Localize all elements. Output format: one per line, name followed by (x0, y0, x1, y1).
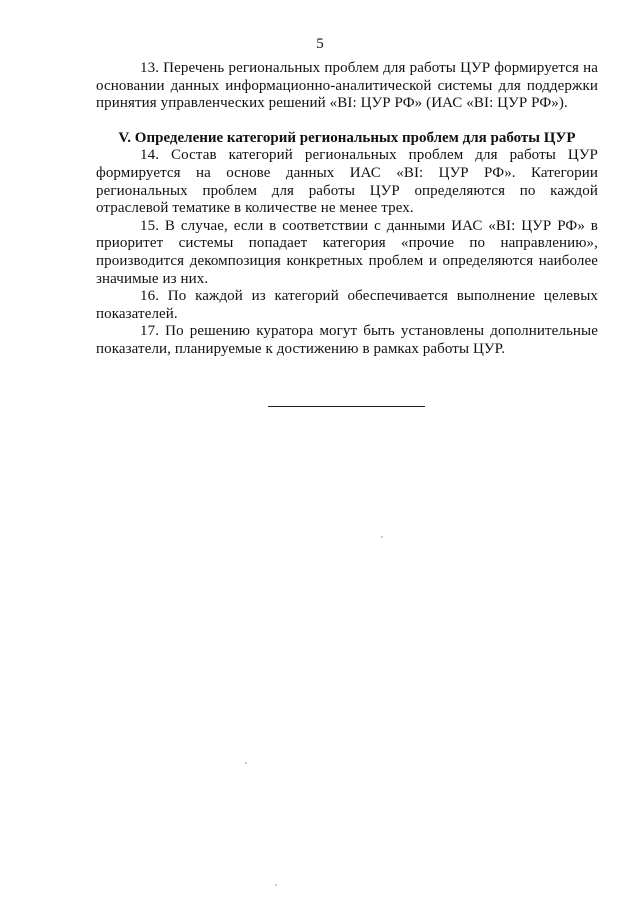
closing-divider-line (268, 406, 425, 407)
paragraph-17: 17. По решению куратора могут быть установлены дополнительные показатели, планируемые к достижению в рамках работы ЦУР. (96, 323, 598, 357)
paragraph-15: 15. В случае, если в соответствии с данными ИАС «BI: ЦУР РФ» в приоритет системы попадает категория «прочие по направлению», производится декомпозиция конкретных проблем и определяются наиболее значимые из них. (96, 217, 598, 287)
scan-speck (245, 762, 247, 764)
paragraph-14: 14. Состав категорий региональных проблем для работы ЦУР формируется на основе данных ИАС «BI: ЦУР РФ». Категории региональных проблем для работы ЦУР определяются по каждой отраслевой тематике в количестве не менее трех. (96, 147, 598, 217)
scan-speck (275, 884, 277, 886)
scan-speck (381, 536, 383, 538)
paragraph-16: 16. По каждой из категорий обеспечивается выполнение целевых показателей. (96, 288, 598, 322)
paragraph-13: 13. Перечень региональных проблем для работы ЦУР формируется на основании данных информационно-аналитической системы для поддержки принятия управленческих решений «BI: ЦУР РФ» (ИАС «BI: ЦУР РФ»). (96, 60, 598, 112)
document-body (96, 60, 598, 359)
page-number: 5 (316, 36, 324, 52)
section-heading: V. Определение категорий региональных проблем для работы ЦУР (118, 129, 576, 146)
